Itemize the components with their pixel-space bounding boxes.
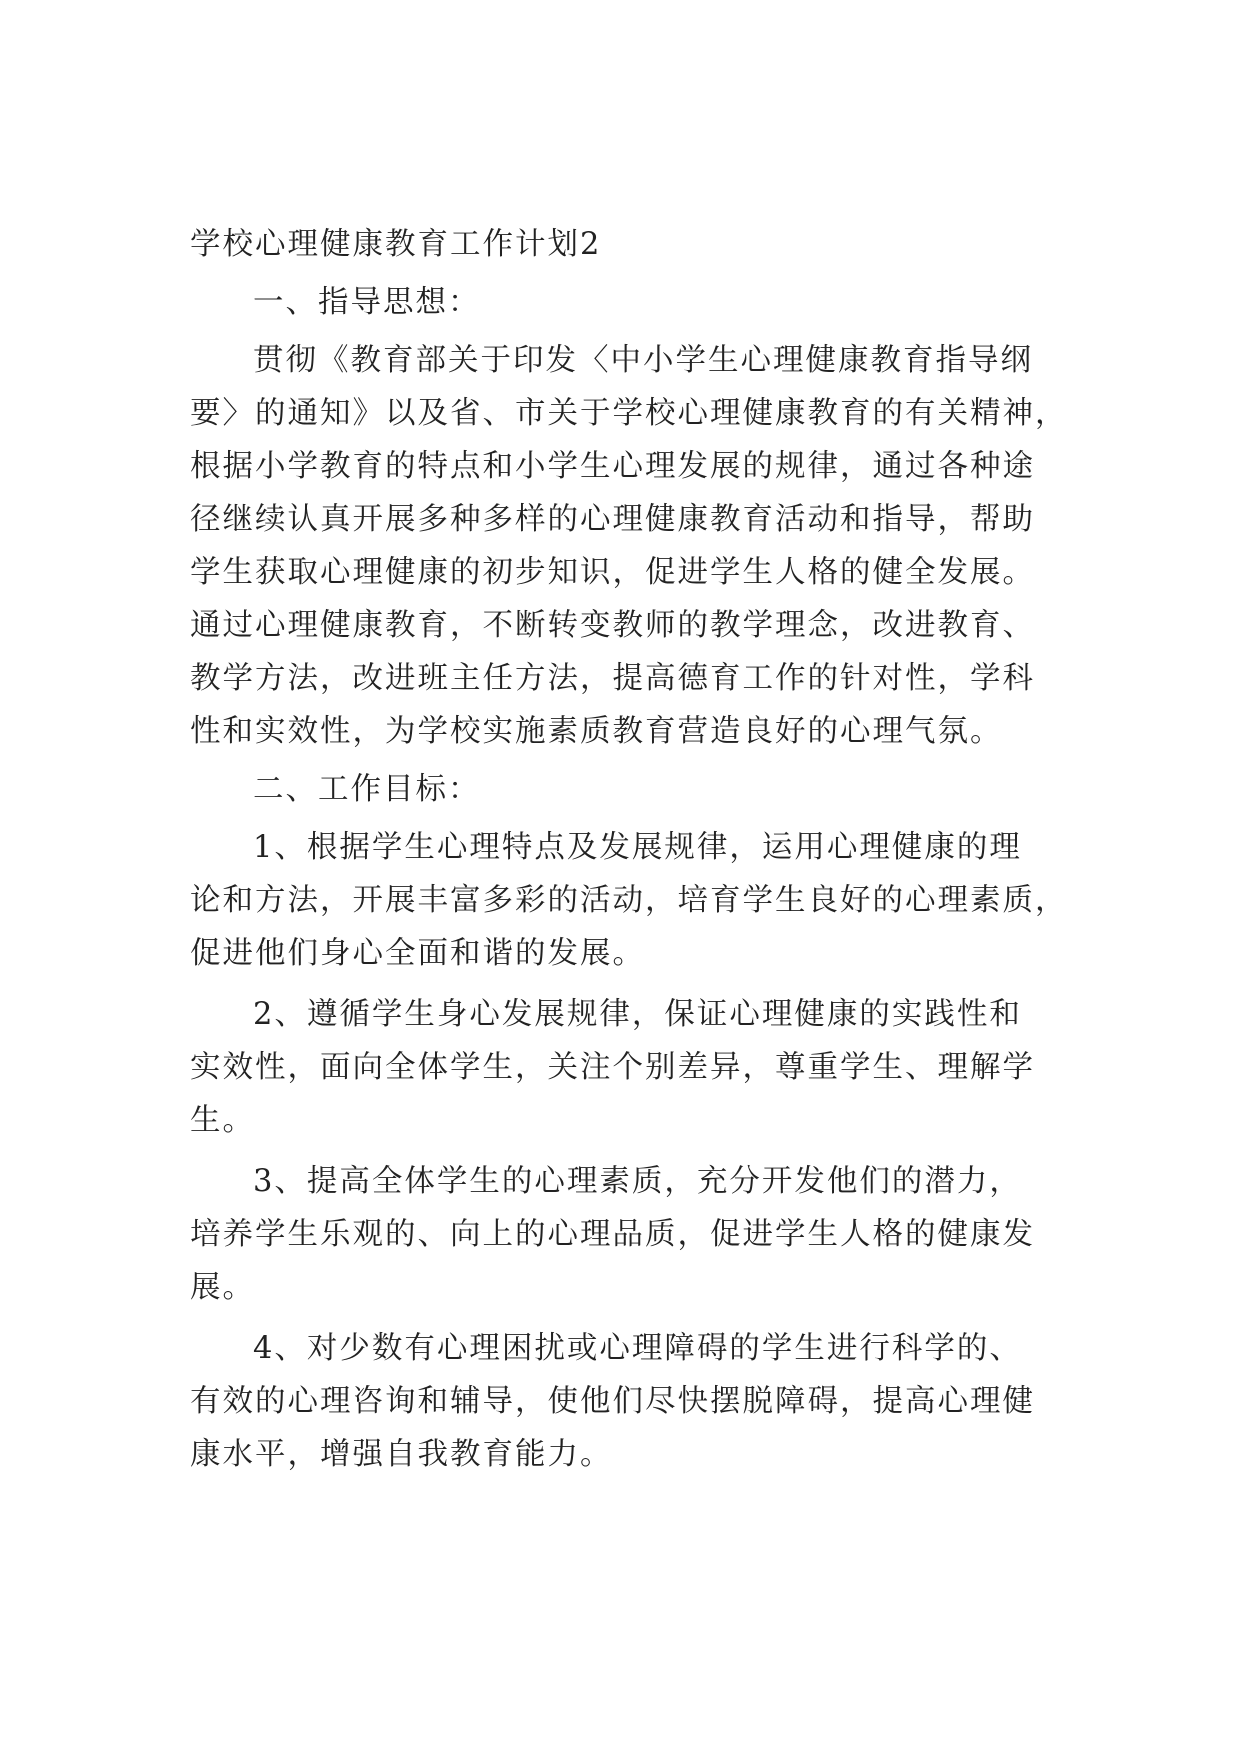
goal-item-2 [190,988,1050,1147]
paragraph-line: 要〉的通知》以及省、市关于学校心理健康教育的有关精神， [190,396,1068,431]
paragraph-line: 根据小学教育的特点和小学生心理发展的规律，通过各种途 [190,449,1035,484]
section-heading-work-goals: 二、工作目标： [253,772,481,807]
paragraph-line: 3、提高全体学生的心理素质，充分开发他们的潜力， [253,1164,1022,1199]
paragraph-line: 贯彻《教育部关于印发〈中小学生心理健康教育指导纲 [253,343,1033,378]
paragraph-line: 教学方法，改进班主任方法，提高德育工作的针对性，学科 [190,661,1035,696]
paragraph-line: 径继续认真开展多种多样的心理健康教育活动和指导，帮助 [190,502,1035,537]
paragraph-line: 生。 [190,1103,255,1138]
goal-item-3 [190,1155,1050,1314]
paragraph-line: 康水平，增强自我教育能力。 [190,1437,613,1472]
paragraph-line: 性和实效性，为学校实施素质教育营造良好的心理气氛。 [190,714,1003,749]
paragraph-line: 2、遵循学生身心发展规律，保证心理健康的实践性和 [253,997,1022,1032]
paragraph-line: 展。 [190,1270,255,1305]
goal-item-4 [190,1322,1050,1481]
paragraph-line: 1、根据学生心理特点及发展规律，运用心理健康的理 [253,830,1022,865]
document-title: 学校心理健康教育工作计划2 [190,227,602,262]
paragraph-line: 学生获取心理健康的初步知识，促进学生人格的健全发展。 [190,555,1035,590]
paragraph-guiding-ideology [190,334,1068,758]
paragraph-line: 4、对少数有心理困扰或心理障碍的学生进行科学的、 [253,1331,1022,1366]
paragraph-line: 培养学生乐观的、向上的心理品质，促进学生人格的健康发 [190,1217,1035,1252]
paragraph-line: 论和方法，开展丰富多彩的活动，培育学生良好的心理素质， [190,883,1068,918]
document-body [190,218,1068,1481]
goal-item-1 [190,821,1068,980]
paragraph-line: 实效性，面向全体学生，关注个别差异，尊重学生、理解学 [190,1050,1035,1085]
paragraph-line: 有效的心理咨询和辅导，使他们尽快摆脱障碍，提高心理健 [190,1384,1035,1419]
section-heading-guiding-ideology: 一、指导思想： [253,285,481,320]
paragraph-line: 通过心理健康教育，不断转变教师的教学理念，改进教育、 [190,608,1035,643]
paragraph-line: 促进他们身心全面和谐的发展。 [190,936,645,971]
